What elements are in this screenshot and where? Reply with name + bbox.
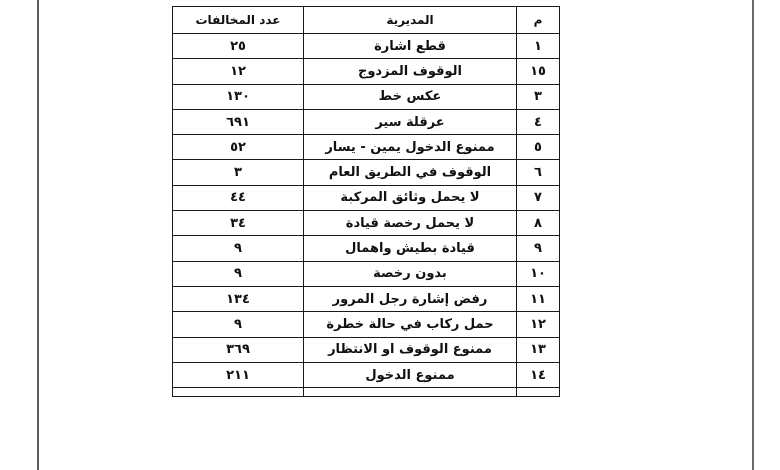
row-directorate: الوقوف المزدوج — [304, 59, 517, 84]
row-directorate: بدون رخصة — [304, 261, 517, 286]
row-number: ١٠ — [517, 261, 560, 286]
row-violation-count: ١٣٤ — [173, 286, 304, 311]
table-row — [173, 337, 560, 362]
row-directorate: رفض إشارة رجل المرور — [304, 286, 517, 311]
table-row-cutoff — [173, 388, 560, 397]
row-number: ٤ — [517, 109, 560, 134]
table-row — [173, 185, 560, 210]
row-directorate: لا يحمل وثائق المركبة — [304, 185, 517, 210]
row-number: ٧ — [517, 185, 560, 210]
row-directorate: قيادة بطيش واهمال — [304, 236, 517, 261]
empty-cell — [304, 388, 517, 397]
row-directorate: ممنوع الدخول يمين - يسار — [304, 135, 517, 160]
row-violation-count: ١٢ — [173, 59, 304, 84]
empty-cell — [173, 388, 304, 397]
row-number: ٨ — [517, 211, 560, 236]
table-header — [173, 7, 560, 34]
row-number: ١٣ — [517, 337, 560, 362]
table-row — [173, 286, 560, 311]
table-row — [173, 160, 560, 185]
table-row — [173, 34, 560, 59]
row-violation-count: ٤٤ — [173, 185, 304, 210]
row-directorate: ممنوع الوقوف او الانتظار — [304, 337, 517, 362]
row-violation-count: ٥٢ — [173, 135, 304, 160]
row-directorate: الوقوف في الطريق العام — [304, 160, 517, 185]
table-row — [173, 84, 560, 109]
table-row — [173, 312, 560, 337]
violations-table — [172, 6, 560, 397]
row-number: ٩ — [517, 236, 560, 261]
header-directorate: المديرية — [304, 7, 517, 34]
empty-cell — [517, 388, 560, 397]
row-directorate: عكس خط — [304, 84, 517, 109]
row-number: ١٤ — [517, 362, 560, 387]
row-number: ١ — [517, 34, 560, 59]
row-directorate: قطع اشارة — [304, 34, 517, 59]
header-violation-count: عدد المخالفات — [173, 7, 304, 34]
row-number: ٦ — [517, 160, 560, 185]
table-row — [173, 261, 560, 286]
table-row — [173, 362, 560, 387]
row-violation-count: ١٣٠ — [173, 84, 304, 109]
row-number: ١١ — [517, 286, 560, 311]
row-violation-count: ٣٤ — [173, 211, 304, 236]
row-violation-count: ٦٩١ — [173, 109, 304, 134]
row-violation-count: ٩ — [173, 261, 304, 286]
table-body — [173, 34, 560, 397]
row-directorate: حمل ركاب في حالة خطرة — [304, 312, 517, 337]
row-violation-count: ٩ — [173, 312, 304, 337]
table-row — [173, 211, 560, 236]
row-directorate: ممنوع الدخول — [304, 362, 517, 387]
page-edge-left — [37, 0, 39, 470]
row-directorate: عرقلة سير — [304, 109, 517, 134]
page-edge-right — [752, 0, 754, 470]
row-violation-count: ٣ — [173, 160, 304, 185]
row-violation-count: ٩ — [173, 236, 304, 261]
row-violation-count: ٢١١ — [173, 362, 304, 387]
table-row — [173, 135, 560, 160]
table-row — [173, 59, 560, 84]
row-violation-count: ٣٦٩ — [173, 337, 304, 362]
row-number: ٣ — [517, 84, 560, 109]
header-row — [173, 7, 560, 34]
table-row — [173, 109, 560, 134]
row-directorate: لا يحمل رخصة قيادة — [304, 211, 517, 236]
row-number: ٥ — [517, 135, 560, 160]
header-number: م — [517, 7, 560, 34]
row-number: ١٢ — [517, 312, 560, 337]
row-number: ١٥ — [517, 59, 560, 84]
row-violation-count: ٢٥ — [173, 34, 304, 59]
table-row — [173, 236, 560, 261]
